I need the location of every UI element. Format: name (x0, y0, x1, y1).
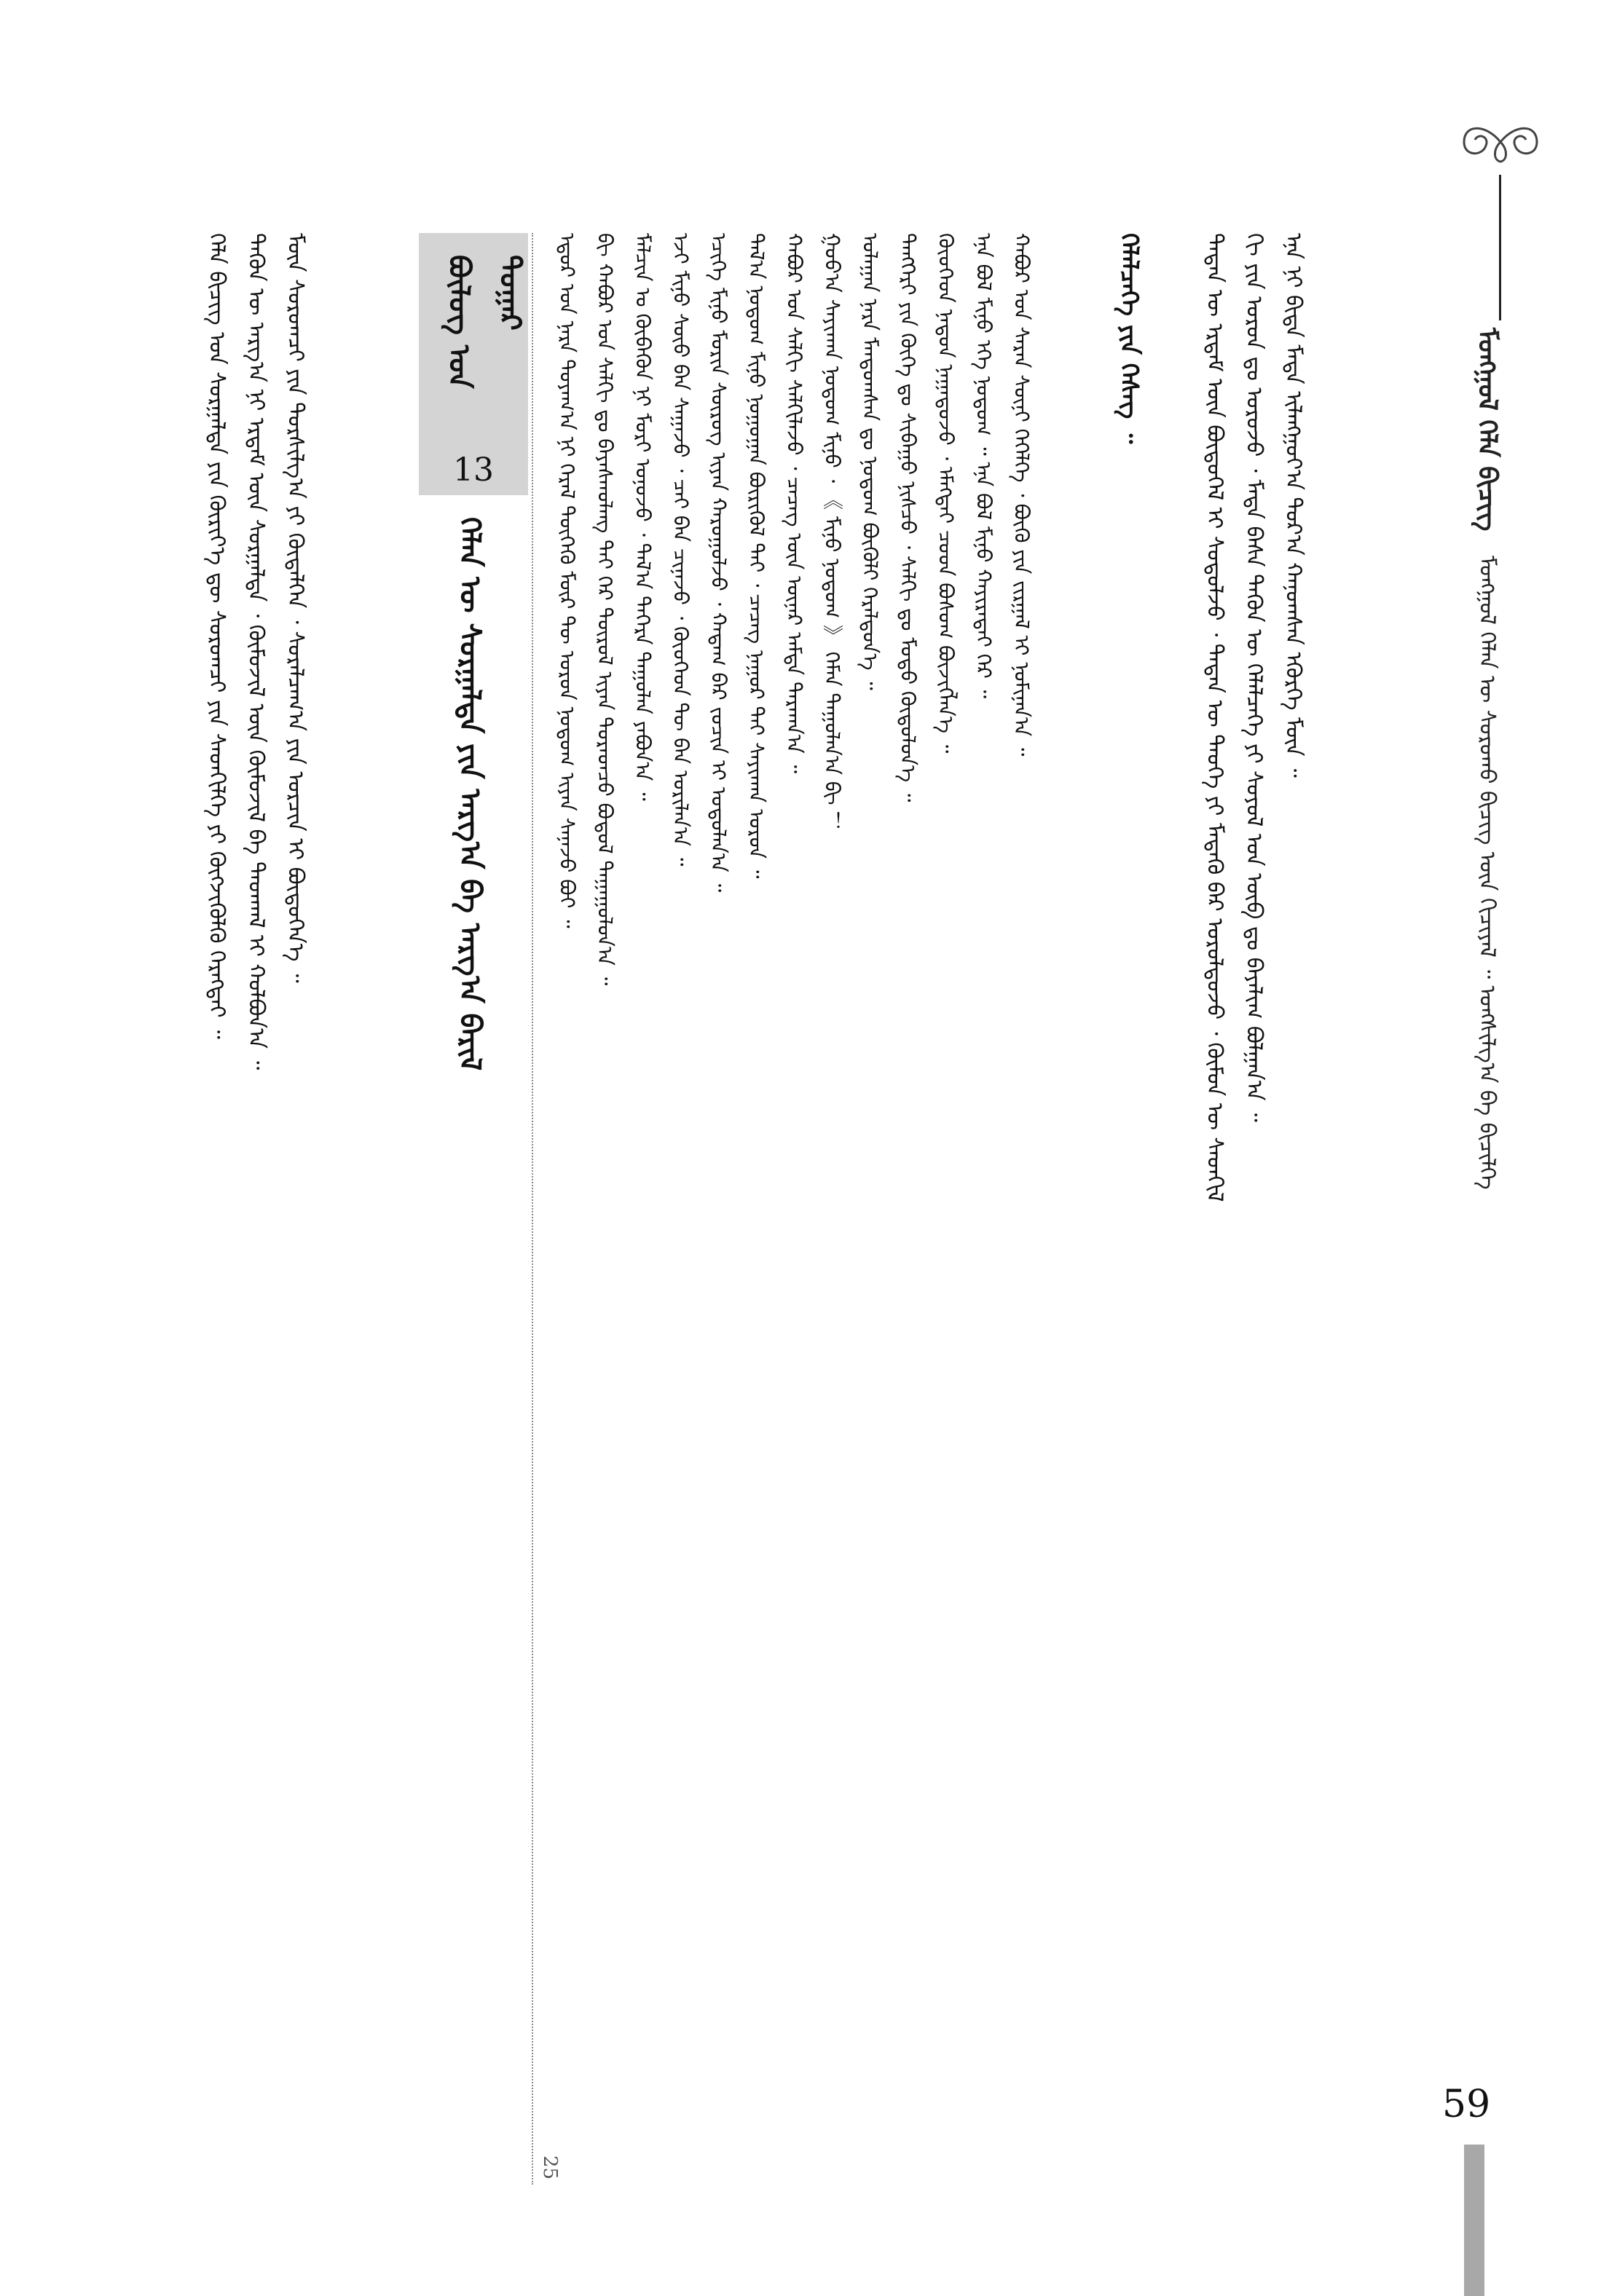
section-number: 13 (453, 451, 494, 489)
quote-line: ᠡᠴᠢᠭᠡ ᠮᠢᠨᠤ ᠮᠣᠷᠢᠨ ᠰᠦᠷᠦᠭ ᠢᠶᠡᠨ ᠬᠠᠷᠤᠭᠤᠯᠵᠤ ᠂ ᠬᠠᠳᠠᠭ ᠪᠡᠷ ᠵᠣᠴᠢᠨ ᠢ ᠤᠳᠤᠯᠠᠨ᠎ᠠ ᠃ (707, 233, 731, 893)
margin-tab (1464, 2145, 1484, 2296)
prose-top-line: ᠡᠨᠡ ᠨᠢ ᠪᠢᠳᠡ ᠮᠠᠲᠠ ᠢᠯᠠᠩᠭᠤᠶ᠎ᠠ ᠳᠤᠷ᠎ᠠ ᠬᠠᠨᠤᠭᠰᠠᠨ ᠡᠭᠦᠷᠭᠡ ᠮᠥᠨ ᠃ (1280, 233, 1306, 778)
prose-bottom-line: ᠲᠡᠭᠦᠨ ᠦ ᠠᠷᠭ᠎ᠠ ᠨᠢ ᠡᠷᠳᠡᠮ ᠦᠨ ᠰᠤᠷᠭᠠᠯᠲᠠ ᠂ ᠬᠦᠮᠦᠵᠢᠯ ᠦᠨ ᠬᠦᠮᠦᠵᠢᠯ ᠪᠠ ᠳᠠᠳᠬᠠᠯ ᠢ ᠬᠣᠯᠪᠣᠨ᠎ᠠ ᠃ (243, 233, 269, 1070)
quote-line: ᠭᠣᠣ᠎ᠠ ᠰᠠᠶᠢᠬᠠᠨ ᠨᠤᠲᠤᠭ ᠮᠢᠨᠤ ᠂ 《 ᠮᠢᠨᠤ ᠨᠤᠲᠤᠭ 》 ᠬᠡᠮᠡᠨ ᠳᠠᠭᠤᠯᠠᠨ᠎ᠠ ᠪᠢ ！ (820, 233, 844, 832)
prose-bottom (197, 233, 379, 2214)
quote-text (548, 233, 1072, 2112)
quote-line: ᠬᠦᠦᠬᠡᠳ ᠨᠠᠳᠤᠨ ᠨᠠᠭᠠᠳᠤᠵᠤ ᠂ ᠡᠮᠡᠭᠲᠡᠢ ᠴᠤᠳ ᠪᠤᠰᠤᠭ ᠪᠦᠵᠢᠭᠯᠡᠨ᠎ᠡ ᠃ (934, 233, 958, 754)
quote-line: ᠤᠯᠠᠭᠠᠨ ᠨᠠᠷᠠ ᠮᠠᠨᠳᠤᠭᠰᠠᠨ ᠳᠤ ᠨᠤᠲᠤᠭ ᠪᠦᠬᠦᠯᠢ ᠭᠡᠷᠡᠯᠲᠦᠨ᠎ᠡ ᠃ (858, 233, 882, 690)
header-rule (1499, 175, 1501, 320)
quote-block (532, 233, 1087, 2185)
quote-number: 25 (539, 2155, 561, 2180)
running-header-title: ᠮᠣᠩᠭᠣᠯ ᠬᠡᠯᠡ ᠪᠢᠴᠢᠭ (1472, 328, 1502, 532)
quote-line: ᠮᠠᠯᠴᠢᠨ ᠤ ᠬᠥᠪᠡᠭᠦᠨ ᠨᠢ ᠮᠣᠷᠢ ᠤᠨᠤᠵᠤ ᠂ ᠲᠠᠯ᠎ᠠ ᠳᠡᠭᠡᠷᠡ ᠳᠠᠭᠤᠯᠠᠨ ᠶᠠᠪᠤᠨ᠎ᠠ ᠃ (631, 233, 655, 801)
prose-bottom-line: ᠮᠥᠨ ᠰᠤᠷᠤᠭᠴᠢ ᠶᠢᠨ ᠲᠤᠷᠰᠢᠯᠭ᠎ᠠ ᠶᠢ ᠬᠥᠳᠡᠯᠭᠡᠨ ᠂ ᠰᠤᠷᠠᠯᠴᠠᠭ᠎ᠠ ᠶᠢᠨ ᠣᠷᠴᠢᠨ ᠢ ᠪᠦᠲᠦᠭᠡᠨ᠎ᠡ ᠃ (283, 233, 308, 983)
section-title: ᠬᠡᠯᠡᠨ ᠦ ᠰᠤᠷᠭᠠᠯᠲᠠ ᠶᠢᠨ ᠠᠷᠭ᠎ᠠ ᠪᠠ ᠠᠷᠭ᠎ᠠ ᠪᠠᠷᠢᠯ (453, 517, 487, 1071)
prose-top-line: ᠬᠢ ᠶᠢᠨ ᠣᠷᠣᠨ ᠳᠤ ᠣᠷᠤᠵᠤ ᠂ ᠮᠠᠲᠠ ᠪᠠᠰᠠ ᠲᠡᠭᠦᠨ ᠦ ᠬᠡᠯᠡᠯᠴᠡᠭᠡ ᠶᠢ ᠰᠤᠶᠤᠯ ᠤᠨ ᠥᠪ ᠳᠤ ᠪᠠᠶᠠᠯᠢᠭ ᠪᠣᠯᠭᠠᠨ᠎ᠠ ᠃ (1241, 233, 1267, 1122)
prose-top (1195, 233, 1413, 2214)
section-label-box: ᠪᠦᠯᠦᠭ ᠤᠨ ᠳᠤᠭᠠᠷ (419, 233, 528, 495)
quote-line: ᠬᠠᠪᠤᠷ ᠤᠨ ᠰᠠᠷᠠᠨ ᠰᠥᠨᠢ ᠭᠡᠭᠡᠯᠭᠡ ᠂ ᠪᠦᠬᠦ ᠶᠢᠨ ᠵᠢᠷᠭᠠᠯ ᠢ ᠨᠣᠮᠢᠨᠠᠨ᠎ᠠ ᠃ (1010, 233, 1034, 757)
quote-line: ᠲᠠᠯ᠎ᠠ ᠨᠤᠲᠤᠭ ᠮᠢᠨᠤ ᠨᠣᠭᠤᠭᠠᠨ ᠪᠦᠷᠢᠭᠦᠯ ᠲᠡᠢ ᠂ ᠴᠡᠴᠡᠭ ᠨᠠᠭᠤᠷ ᠲᠠᠢ ᠰᠠᠶᠢᠬᠠᠨ ᠣᠷᠣᠨ ᠃ (744, 233, 768, 879)
quote-line: ᠡᠨᠡ ᠪᠣᠯ ᠮᠢᠨᠤ ᠡᠬᠡ ᠨᠤᠲᠤᠭ ᠃ ᠡᠨᠡ ᠪᠣᠯ ᠮᠢᠨᠤ ᠬᠠᠶᠢᠷᠠᠲᠠᠢ ᠭᠡᠷ ᠃ (972, 233, 996, 699)
quote-line: ᠬᠠᠪᠤᠷ ᠤᠨ ᠰᠠᠯᠬᠢ ᠰᠠᠯᠬᠢᠯᠠᠵᠤ ᠂ ᠴᠡᠴᠡᠭ ᠦᠨ ᠦᠨᠡᠷ ᠠᠮᠲᠠ ᠲᠠᠷᠬᠠᠨ᠎ᠠ ᠃ (782, 233, 806, 774)
page-number: 59 (1442, 2083, 1491, 2126)
quote-line: ᠡᠵᠢ ᠮᠢᠨᠤ ᠰᠦᠦ ᠪᠡᠨ ᠰᠠᠭᠠᠵᠤ ᠂ ᠴᠠᠢ ᠪᠠᠨ ᠴᠢᠨᠠᠵᠤ ᠂ ᠬᠦᠦᠬᠡᠳ ᠲᠦ ᠪᠡᠨ ᠤᠷᠢᠯᠠᠨ᠎ᠠ ᠃ (669, 233, 693, 867)
running-header-text: ᠮᠣᠩᠭᠣᠯ ᠬᠡᠯᠡᠨ ᠦ ᠰᠤᠷᠤᠬᠤ ᠪᠢᠴᠢᠭ ᠦᠨ ᠬᠢᠴᠢᠶᠡᠯ ᠃ ᠤᠩᠰᠢᠯᠭ᠎ᠠ ᠪᠠ ᠪᠢᠴᠢᠯᠭᠡ (1474, 555, 1500, 1190)
subheading: ᠬᠡᠯᠡᠯᠴᠡᠭᠡ ᠶᠢᠨ ᠬᠡᠰᠡᠭ ᠃ (1114, 233, 1144, 444)
prose-top-line: ᠲᠡᠳᠡᠨ ᠦ ᠡᠷᠳᠡᠮ ᠦᠨ ᠪᠦᠲᠦᠭᠡᠯ ᠢ ᠰᠤᠳᠤᠯᠵᠤ ᠂ ᠲᠡᠳᠡᠨ ᠦ ᠲᠡᠦᠬᠡ ᠶᠢ ᠮᠡᠳᠡᠬᠦ ᠪᠡᠷ ᠣᠷᠣᠯᠳᠤᠵᠤ ᠂ ᠬᠦᠮᠦᠨ ᠦ ᠰᠡᠳᠬᠢᠯ (1202, 233, 1227, 1202)
prose-bottom-line: ᠬᠡᠯᠡ ᠪᠢᠴᠢᠭ ᠤᠨ ᠰᠤᠷᠭᠠᠯᠲᠠ ᠶᠢᠨ ᠬᠦᠷᠢᠶ᠎ᠡ ᠳᠦ ᠰᠤᠷᠤᠭᠴᠢ ᠶᠢᠨ ᠰᠡᠳᠬᠢᠯᠭᠡ ᠶᠢ ᠬᠥᠭᠵᠢᠭᠦᠯᠬᠦ ᠬᠡᠷᠡᠭᠲᠡᠢ ᠃ (204, 233, 229, 1039)
running-header (1464, 328, 1522, 1274)
quote-line: ᠪᠢ ᠬᠠᠪᠤᠷ ᠤᠨ ᠰᠠᠯᠬᠢ ᠳᠤ ᠪᠠᠶᠠᠰᠬᠤᠯᠠᠩ ᠲᠠᠢ ᠭᠡᠷ ᠲᠦᠷᠦᠯ ᠢᠶᠡᠨ ᠳᠤᠷᠠᠳᠴᠤ ᠪᠣᠳᠤᠯ ᠳᠠᠭᠠᠭᠤᠯᠤᠨ᠎ᠠ ᠃ (593, 233, 617, 986)
quote-line: ᠲᠡᠩᠭᠡᠷᠢ ᠶᠢᠨ ᠬᠥᠬᠡ ᠳᠤ ᠰᠢᠪᠠᠭᠤ ᠨᠢᠰᠴᠦ ᠂ ᠰᠠᠯᠬᠢ ᠳᠤ ᠮᠣᠳᠤ ᠬᠦᠳᠦᠯᠦᠨ᠎ᠡ ᠃ (896, 233, 920, 802)
header-ornament-icon (1449, 117, 1551, 167)
quote-line: ᠡᠳᠦᠷ ᠤᠨ ᠨᠠᠷᠠ ᠲᠤᠶᠠᠭ᠎ᠠ ᠨᠢ ᠭᠡᠷᠡᠯ ᠲᠦᠭᠡᠬᠦ ᠮᠥᠷ ᠲᠦ ᠣᠷᠣᠨ ᠨᠤᠲᠤᠭ ᠢᠶᠠᠨ ᠰᠠᠨᠠᠵᠤ ᠪᠤᠢ ᠃ (555, 233, 579, 928)
